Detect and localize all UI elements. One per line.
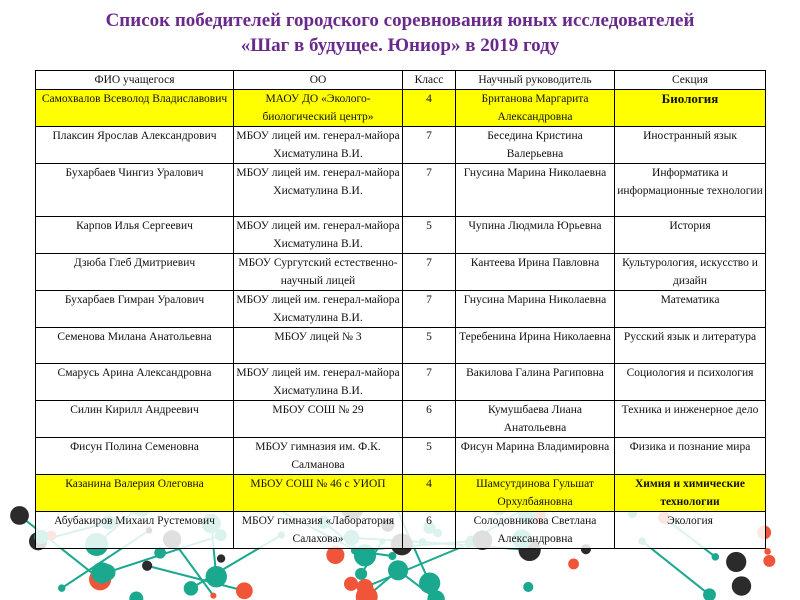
table-row — [36, 254, 766, 291]
atom-circle — [217, 554, 225, 562]
cell-advisor: Кантеева Ирина Павловна — [456, 254, 615, 291]
cell-name: Семенова Милана Анатольевна — [36, 328, 234, 364]
cell-name: Плаксин Ярослав Александрович — [36, 127, 234, 164]
cell-advisor: Гнусина Марина Николаевна — [456, 164, 615, 217]
cell-name: Абубакиров Михаил Рустемович — [36, 512, 234, 549]
table-row — [36, 475, 766, 512]
table-row — [36, 217, 766, 254]
cell-name: Дзюба Глеб Дмитриевич — [36, 254, 234, 291]
title-line-2: «Шаг в будущее. Юниор» в 2019 году — [240, 35, 560, 56]
cell-grade: 4 — [403, 90, 456, 127]
table-row — [36, 438, 766, 475]
cell-school: МБОУ лицей № 3 — [234, 328, 403, 364]
cell-grade: 5 — [403, 328, 456, 364]
cell-grade: 5 — [403, 217, 456, 254]
cell-school: МАОУ ДО «Эколого-биологический центр» — [234, 90, 403, 127]
cell-school: МБОУ лицей им. генерал-майора Хисматулина В.И. — [234, 217, 403, 254]
atom-circle — [523, 582, 533, 592]
cell-school: МБОУ лицей им. генерал-майора Хисматулина В.И. — [234, 291, 403, 328]
cell-section: Информатика и информационные технологии — [615, 164, 766, 217]
cell-school: МБОУ СОШ № 29 — [234, 401, 403, 438]
atom-circle — [236, 582, 253, 599]
cell-advisor: Шамсутдинова Гульшат Орхулбаяновна — [456, 475, 615, 512]
table-row — [36, 328, 766, 364]
cell-name: Казанина Валерия Олеговна — [36, 475, 234, 512]
bond-line — [365, 544, 469, 587]
cell-name: Фисун Полина Семеновна — [36, 438, 234, 475]
cell-advisor: Теребенина Ирина Николаевна — [456, 328, 615, 364]
cell-advisor: Британова Маргарита Александровна — [456, 90, 615, 127]
table-row — [36, 401, 766, 438]
cell-school: МБОУ Сургутский естественно-научный лицей — [234, 254, 403, 291]
page-title — [0, 8, 800, 58]
atom-circle — [763, 555, 775, 567]
cell-school: МБОУ лицей им. генерал-майора Хисматулина В.И. — [234, 127, 403, 164]
cell-name: Силин Кирилл Андреевич — [36, 401, 234, 438]
cell-school: МБОУ СОШ № 46 с УИОП — [234, 475, 403, 512]
atom-circle — [388, 552, 396, 560]
cell-section: Физика и познание мира — [615, 438, 766, 475]
cell-name: Бухарбаев Гимран Уралович — [36, 291, 234, 328]
cell-grade: 6 — [403, 401, 456, 438]
cell-grade: 7 — [403, 254, 456, 291]
cell-grade: 6 — [403, 512, 456, 549]
cell-section: Иностранный язык — [615, 127, 766, 164]
cell-grade: 4 — [403, 475, 456, 512]
cell-name: Карпов Илья Сергеевич — [36, 217, 234, 254]
cell-grade: 5 — [403, 438, 456, 475]
table-row — [36, 364, 766, 401]
header-grade: Класс — [403, 71, 456, 90]
atom-circle — [99, 564, 116, 581]
cell-advisor: Кумушбаева Лиана Анатольевна — [456, 401, 615, 438]
winners-table — [35, 70, 766, 549]
cell-advisor: Гнусина Марина Николаевна — [456, 291, 615, 328]
cell-school: МБОУ гимназия им. Ф.К. Салманова — [234, 438, 403, 475]
cell-grade: 7 — [403, 164, 456, 217]
cell-advisor: Беседина Кристина Валерьевна — [456, 127, 615, 164]
header-advisor: Научный руководитель — [456, 71, 615, 90]
atom-circle — [732, 576, 751, 595]
atom-circle — [712, 553, 720, 561]
cell-section: Химия и химические технологии — [615, 475, 766, 512]
atom-circle — [206, 566, 227, 587]
table-row — [36, 164, 766, 217]
cell-advisor: Чупина Людмила Юрьевна — [456, 217, 615, 254]
atom-circle — [58, 584, 65, 591]
bond-line — [642, 541, 709, 595]
table-row — [36, 127, 766, 164]
title-line-1: Список победителей городского соревнования юных исследователей — [105, 10, 695, 31]
table-row — [36, 90, 766, 127]
cell-section: Культурология, искусство и дизайн — [615, 254, 766, 291]
cell-name: Бухарбаев Чингиз Уралович — [36, 164, 234, 217]
atom-circle — [764, 548, 771, 555]
cell-school: МБОУ лицей им. генерал-майора Хисматулина В.И. — [234, 364, 403, 401]
cell-section: История — [615, 217, 766, 254]
table-row — [36, 512, 766, 549]
cell-section: Экология — [615, 512, 766, 549]
cell-school: МБОУ гимназия «Лаборатория Салахова» — [234, 512, 403, 549]
atom-circle — [344, 577, 358, 591]
cell-advisor: Фисун Марина Владимировна — [456, 438, 615, 475]
cell-section: Социология и психология — [615, 364, 766, 401]
header-name: ФИО учащегося — [36, 71, 234, 90]
atom-circle — [568, 559, 579, 570]
atom-circle — [388, 560, 408, 580]
table-header-row — [36, 71, 766, 90]
cell-name: Смарусь Арина Александровна — [36, 364, 234, 401]
cell-grade: 7 — [403, 127, 456, 164]
cell-grade: 7 — [403, 291, 456, 328]
cell-section: Русский язык и литература — [615, 328, 766, 364]
atom-circle — [210, 593, 216, 599]
atom-circle — [184, 581, 198, 595]
atom-circle — [10, 506, 29, 525]
cell-advisor: Вакилова Галина Рагиповна — [456, 364, 615, 401]
header-school: ОО — [234, 71, 403, 90]
cell-section: Техника и инженерное дело — [615, 401, 766, 438]
cell-name: Самохвалов Всеволод Владиславович — [36, 90, 234, 127]
cell-school: МБОУ лицей им. генерал-майора Хисматулина В.И. — [234, 164, 403, 217]
atom-circle — [726, 552, 746, 572]
cell-grade: 7 — [403, 364, 456, 401]
atom-circle — [142, 561, 152, 571]
cell-section: Биология — [615, 90, 766, 127]
atom-circle — [355, 568, 367, 580]
cell-advisor: Солодовникова Светлана Александровна — [456, 512, 615, 549]
cell-section: Математика — [615, 291, 766, 328]
atom-circle — [129, 592, 143, 600]
table-row — [36, 291, 766, 328]
header-section: Секция — [615, 71, 766, 90]
